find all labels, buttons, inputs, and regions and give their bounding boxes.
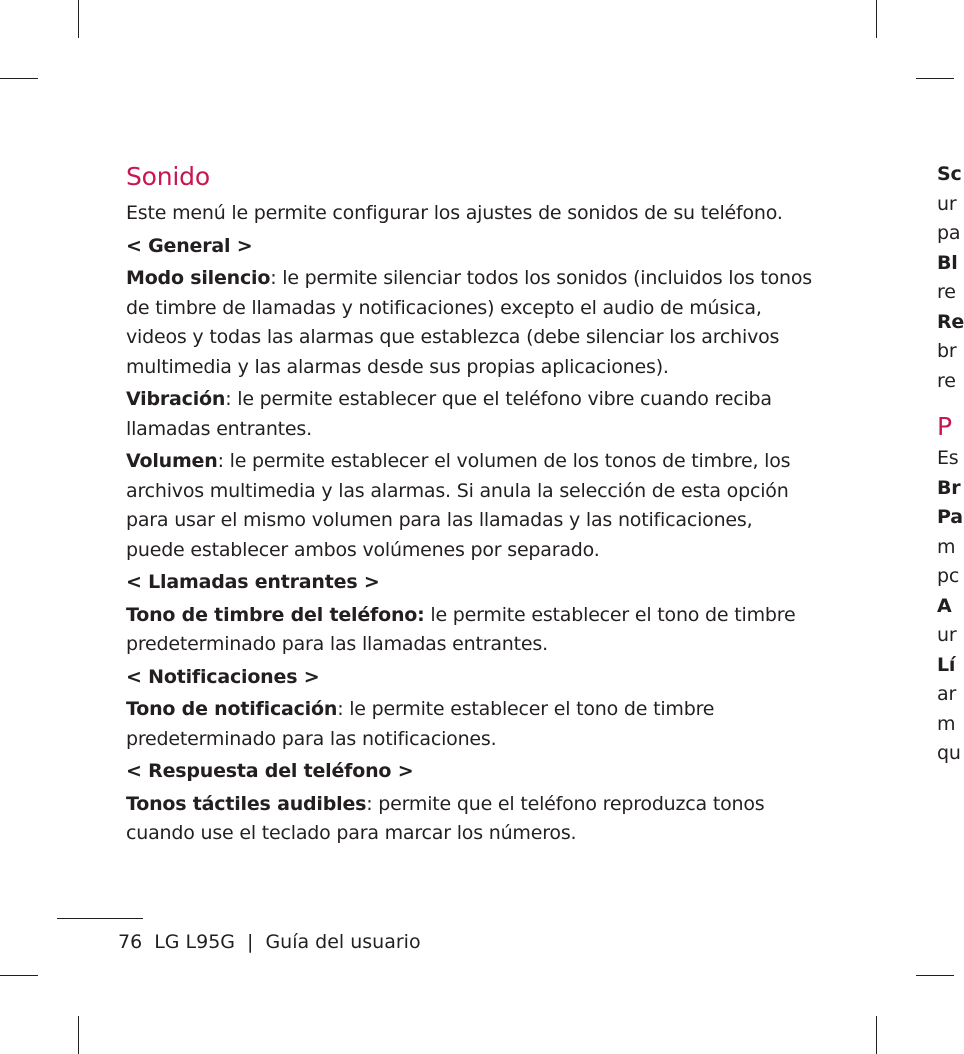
tono-timbre-paragraph — [126, 601, 816, 660]
notificaciones-heading: < Notificaciones > — [126, 665, 320, 688]
fragment: A — [937, 594, 952, 617]
intro-text: Este menú le permite configurar los ajustes de sonidos de su teléfono. — [126, 202, 783, 224]
fragment: pa — [937, 222, 961, 244]
modo-silencio-paragraph — [126, 264, 816, 382]
general-heading: < General > — [126, 234, 253, 257]
crop-mark — [0, 975, 38, 976]
fragment-title: P — [937, 412, 952, 441]
volumen-paragraph — [126, 447, 816, 565]
tono-timbre-term: Tono de timbre del teléfono: — [126, 603, 425, 626]
tono-notificacion-paragraph — [126, 695, 816, 754]
crop-mark — [916, 975, 954, 976]
fragment: ur — [937, 192, 957, 215]
crop-mark — [78, 1016, 79, 1054]
guide-title: Guía del usuario — [265, 931, 421, 953]
vibracion-term: Vibración — [126, 388, 226, 410]
volumen-text: : le permite establecer el volumen de los tonos de timbre, los archivos multimedia y las alarmas. Si anula la selección de esta opción para usar el mismo volumen para las llamadas y las notificaciones, puede establecer ambos volúmenes por separado. — [126, 450, 791, 561]
tono-notificacion-term: Tono de notificación — [126, 698, 338, 720]
footer — [118, 928, 433, 956]
vibracion-paragraph — [126, 385, 816, 444]
fragment: Sc — [937, 163, 962, 185]
crop-mark — [78, 0, 79, 38]
fragment: m — [937, 535, 956, 558]
footer-rule — [57, 918, 143, 919]
next-page-column-fragment — [937, 160, 964, 769]
fragment: ur — [937, 624, 957, 646]
volumen-term: Volumen — [126, 450, 218, 472]
fragment: ar — [937, 683, 957, 705]
crop-mark — [876, 1016, 877, 1054]
crop-mark — [0, 78, 38, 79]
page-number: 76 — [118, 931, 143, 953]
crop-mark — [916, 78, 954, 79]
fragment: Lí — [937, 653, 956, 676]
tono-notificacion-text: : le permite establecer el tono de timbre predeterminado para las notificaciones. — [126, 698, 715, 750]
fragment: qu — [937, 742, 961, 764]
tonos-tactiles-term: Tonos táctiles audibles — [126, 792, 367, 815]
tonos-tactiles-paragraph — [126, 790, 816, 849]
modo-silencio-term: Modo silencio — [126, 267, 271, 289]
main-column — [126, 160, 816, 852]
fragment: m — [937, 712, 956, 735]
tonos-tactiles-text: : permite que el teléfono reproduzca tonos cuando use el teclado para marcar los números. — [126, 792, 765, 844]
fragment: Re — [937, 310, 964, 333]
fragment: Es — [937, 447, 959, 469]
fragment: re — [937, 281, 956, 303]
tono-timbre-text: le permite establecer el tono de timbre predeterminado para las llamadas entrantes. — [126, 603, 796, 655]
footer-separator: | — [247, 931, 254, 953]
llamadas-heading: < Llamadas entrantes > — [126, 571, 380, 593]
fragment: Bl — [937, 251, 958, 274]
section-title: Sonido — [126, 162, 210, 191]
vibracion-text: : le permite establecer que el teléfono vibre cuando reciba llamadas entrantes. — [126, 388, 772, 440]
model-name: LG L95G — [154, 931, 236, 953]
fragment: re — [937, 369, 956, 392]
fragment: Pa — [937, 506, 963, 528]
fragment: Br — [937, 476, 961, 499]
fragment: pc — [937, 565, 960, 587]
fragment: br — [937, 340, 957, 362]
modo-silencio-text: : le permite silenciar todos los sonidos (incluidos los tonos de timbre de llamadas y notificaciones) excepto el audio de música, videos y todas las alarmas que establezca (debe silenciar los archivos multimedia y las alarmas desde sus propias aplicaciones). — [126, 267, 812, 378]
respuesta-heading: < Respuesta del teléfono > — [126, 760, 414, 782]
crop-mark — [876, 0, 877, 38]
